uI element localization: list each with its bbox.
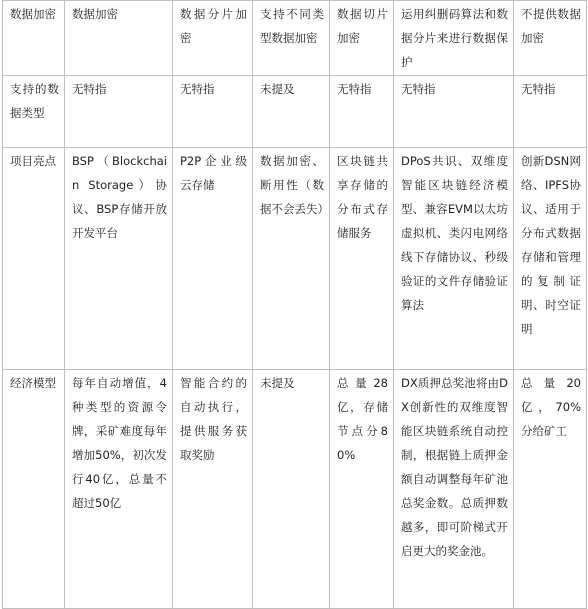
table-cell: 数据加密、断用性（数据不会丢失） [253, 148, 330, 370]
table-cell: 无特指 [330, 76, 394, 148]
table-cell: 数据分片加密 [173, 1, 253, 76]
table-cell: 智能合约的自动执行，提供服务获取奖励 [173, 370, 253, 609]
table-cell: 区块链共享存储的分布式存储服务 [330, 148, 394, 370]
row-header-cell: 项目亮点 [3, 148, 65, 370]
table-row [3, 1, 587, 76]
table-cell: 支持不同类型数据加密 [253, 1, 330, 76]
table-row [3, 370, 587, 609]
table-cell: P2P企业级云存储 [173, 148, 253, 370]
table-cell: 未提及 [253, 76, 330, 148]
table-cell: BSP（Blockchain Storage）协议、BSP存储开放开发平台 [65, 148, 173, 370]
table-cell: DX质押总奖池将由DX创新性的双维度智能区块链系统自动控制，根据链上质押金额自动调整每年矿池总奖金数。总质押数越多，即可阶梯式开启更大的奖金池。 [394, 370, 514, 609]
table-cell: 无特指 [65, 76, 173, 148]
row-header-cell: 支持的数据类型 [3, 76, 65, 148]
table-cell: 无特指 [394, 76, 514, 148]
table-row [3, 148, 587, 370]
table-cell: 每年自动增值，4种类型的资源令牌，采矿难度每年增加50%，初次发行40亿，总量不超过50亿 [65, 370, 173, 609]
table-cell: 无特指 [514, 76, 587, 148]
table-row [3, 76, 587, 148]
comparison-table [2, 0, 587, 609]
row-header-cell: 数据加密 [3, 1, 65, 76]
table-cell: 总量20亿，70%分给矿工 [514, 370, 587, 609]
table-cell: 数据加密 [65, 1, 173, 76]
table-cell: 运用纠删码算法和数据分片来进行数据保护 [394, 1, 514, 76]
row-header-cell: 经济模型 [3, 370, 65, 609]
table-cell: 创新DSN网络、IPFS协议、适用于分布式数据存储和管理的复制证明、时空证明 [514, 148, 587, 370]
table-cell: 数据切片加密 [330, 1, 394, 76]
table-cell: 总量28亿，存储节点分80% [330, 370, 394, 609]
table-cell: 未提及 [253, 370, 330, 609]
table-cell: 无特指 [173, 76, 253, 148]
table-cell: 不提供数据加密 [514, 1, 587, 76]
table-body [3, 1, 587, 609]
table-cell: DPoS共识、双维度智能区块链经济模型、兼容EVM以太坊虚拟机、类闪电网络线下存储协议、秒级验证的文件存储验证算法 [394, 148, 514, 370]
